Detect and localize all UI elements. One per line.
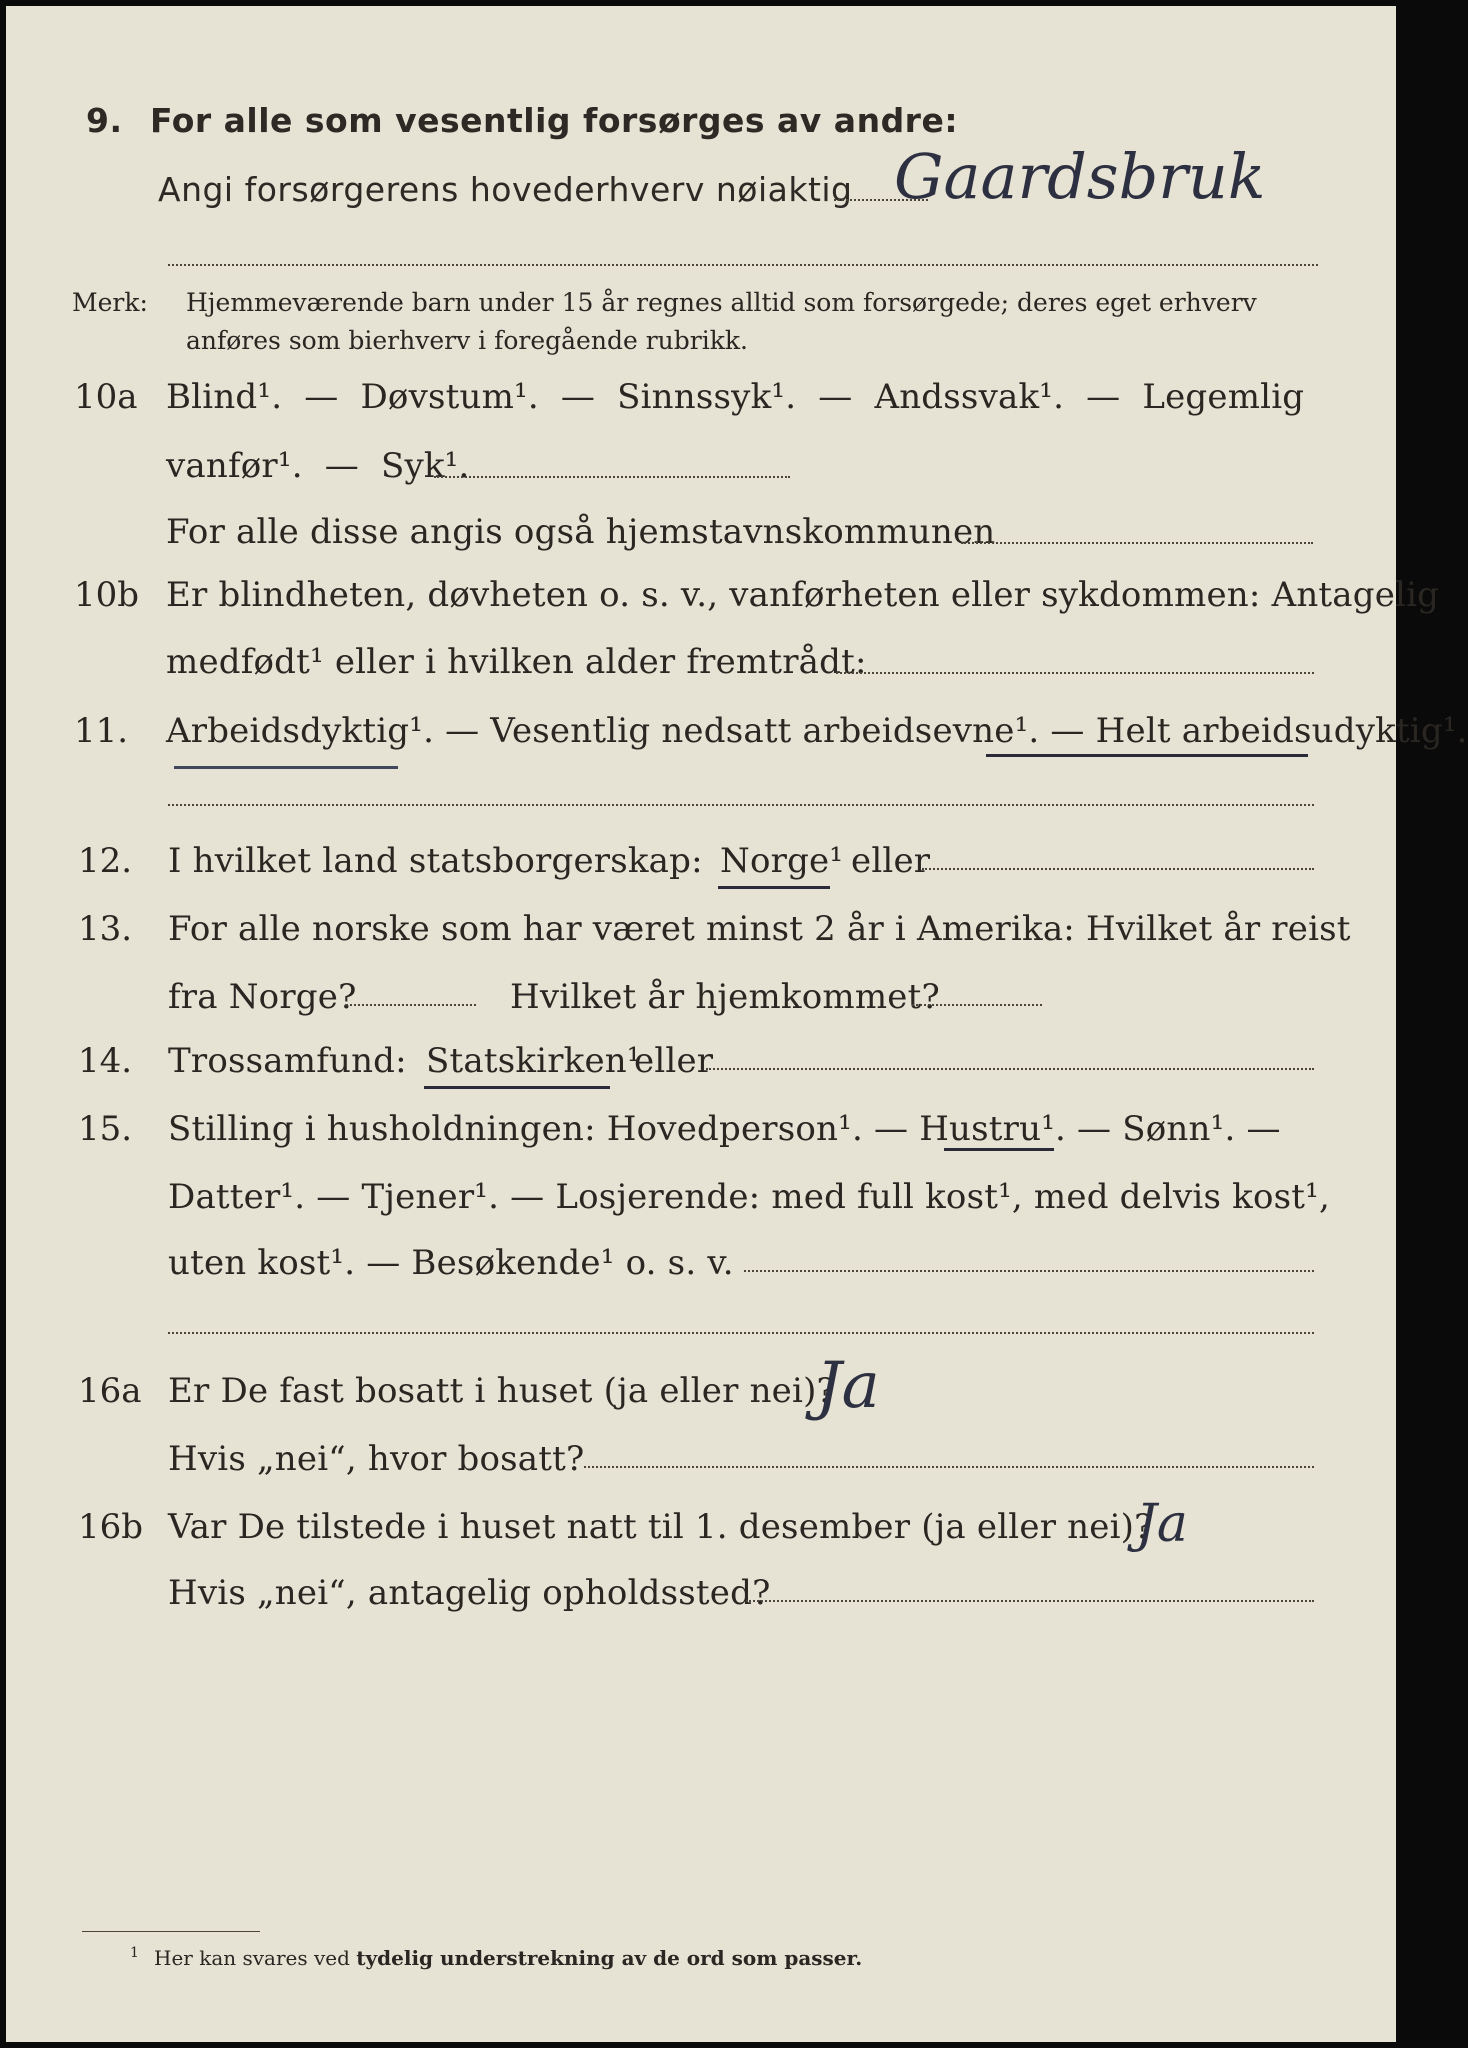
q11-line <box>166 711 1468 751</box>
q15-line1-part3: . — Sønn¹. — <box>1055 1109 1281 1149</box>
q11-underline-1 <box>174 766 398 769</box>
q15-option-hustru: Hustru¹ <box>919 1109 1056 1149</box>
q9-title: For alle som vesentlig forsørges av andre: <box>150 101 959 140</box>
q11-option-arbeidsdyktig: Arbeidsdyktig¹. <box>166 711 435 751</box>
q9-extra-line <box>168 264 1318 266</box>
q12-number: 12. <box>78 841 133 881</box>
q14-number: 14. <box>78 1041 133 1081</box>
q16a-fill-line <box>584 1466 1314 1468</box>
q16b-number: 16b <box>78 1507 144 1547</box>
q15-line2: Datter¹. — Tjener¹. — Losjerende: med full kost¹, med delvis kost¹, <box>168 1177 1330 1217</box>
census-form-page <box>6 6 1468 2042</box>
q10a-line2: vanfør¹. — Syk¹. <box>166 446 470 486</box>
footnote-text <box>154 1948 862 1968</box>
q9-line: Angi forsørgerens hovederhverv nøiaktig <box>158 170 853 209</box>
footnote-text-a: Her kan svares ved <box>154 1946 350 1970</box>
q13-fill-line-2 <box>912 1004 1042 1006</box>
footnote-mark: 1 <box>130 1945 139 1961</box>
q9-handwritten-answer: Gaardsbruk <box>894 140 1266 213</box>
q12-after: eller <box>851 841 931 881</box>
q16a-number: 16a <box>78 1371 142 1411</box>
q16a-line2: Hvis „nei“, hvor bosatt? <box>168 1439 585 1479</box>
q15-number: 15. <box>78 1109 133 1149</box>
q10b-line2: medfødt¹ eller i hvilken alder fremtrådt: <box>166 642 867 682</box>
q11-underline-2 <box>986 754 1308 757</box>
q11-option-nedsatt: — Vesentlig nedsatt arbeidsevne¹. — <box>434 711 1096 751</box>
q11-option-udyktig: Helt arbeidsudyktig¹. <box>1095 711 1468 751</box>
q13-line1: For alle norske som har været minst 2 år i Amerika: Hvilket år reist <box>168 909 1351 949</box>
q14-after: eller <box>634 1041 714 1081</box>
q12-fill-line <box>922 868 1314 870</box>
q10a-line1: Blind¹. — Døvstum¹. — Sinnssyk¹. — Andssvak¹. — Legemlig <box>166 377 1305 417</box>
q14-option-statskirken: Statskirken¹ <box>426 1041 641 1081</box>
q16b-fill-line <box>746 1600 1314 1602</box>
q13-line2a: fra Norge? <box>168 977 357 1017</box>
q10a-fill-line-2 <box>961 542 1313 544</box>
q15-underline <box>944 1148 1054 1151</box>
q15-fill-line-2 <box>168 1332 1314 1334</box>
q13-number: 13. <box>78 909 133 949</box>
q15-fill-line <box>744 1270 1314 1272</box>
q14-fill-line <box>706 1068 1314 1070</box>
q16b-line2: Hvis „nei“, antagelig opholdssted? <box>168 1573 771 1613</box>
q10b-line1: Er blindheten, døvheten o. s. v., vanførheten eller sykdommen: Antagelig <box>166 575 1440 615</box>
q12-text: I hvilket land statsborgerskap: <box>168 841 703 881</box>
q14-text: Trossamfund: <box>168 1041 407 1081</box>
q15-line1-part1: Stilling i husholdningen: Hovedperson¹. — <box>168 1109 920 1149</box>
q12-option-norge: Norge¹ <box>720 841 844 881</box>
q10a-fill-line <box>434 476 790 478</box>
footnote-text-b: tydelig understrekning av de ord som passer. <box>356 1946 863 1970</box>
q16b-handwritten-answer: Ja <box>1136 1494 1188 1554</box>
q11-fill-line <box>168 804 1314 806</box>
q15-line3: uten kost¹. — Besøkende¹ o. s. v. <box>168 1243 734 1283</box>
merk-line1: Hjemmeværende barn under 15 år regnes alltid som forsørgede; deres eget erhverv <box>186 288 1257 317</box>
merk-line2: anføres som bierhverv i foregående rubrikk. <box>186 326 748 355</box>
merk-label: Merk: <box>72 288 148 317</box>
q10b-number: 10b <box>74 575 140 615</box>
footnote-rule <box>82 1931 260 1932</box>
q13-fill-line-1 <box>346 1004 476 1006</box>
q13-line2b: Hvilket år hjemkommet? <box>510 977 940 1017</box>
q16b-line1: Var De tilstede i huset natt til 1. desember (ja eller nei)? <box>168 1507 1153 1547</box>
q16a-line1: Er De fast bosatt i huset (ja eller nei)? <box>168 1371 835 1411</box>
q14-underline <box>424 1086 610 1089</box>
q9-number: 9. <box>86 101 123 140</box>
q10a-line3: For alle disse angis også hjemstavnskommunen <box>166 512 996 552</box>
q10a-number: 10a <box>74 377 138 417</box>
q15-line1 <box>168 1109 1281 1149</box>
q16a-handwritten-answer: Ja <box>816 1349 880 1423</box>
q11-number: 11. <box>74 711 129 751</box>
q12-underline <box>718 886 830 889</box>
q10b-fill-line <box>836 672 1314 674</box>
